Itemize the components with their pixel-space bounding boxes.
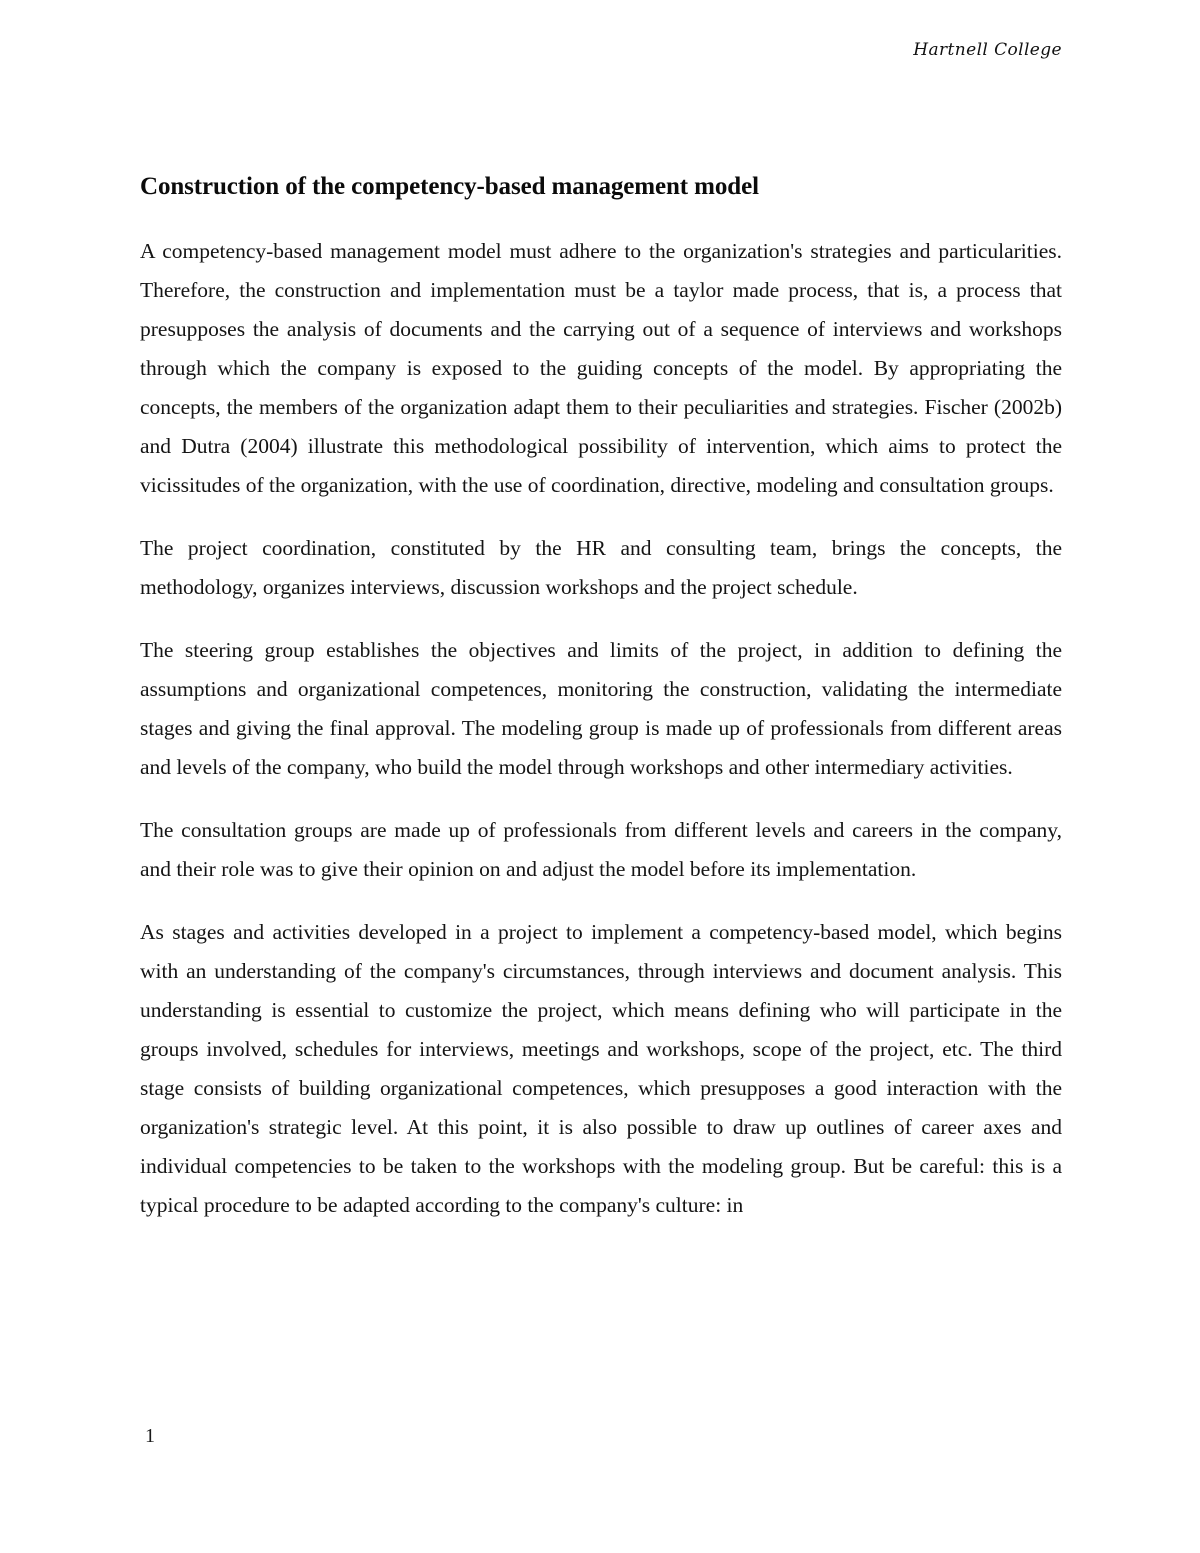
- document-body: [140, 170, 1062, 1225]
- body-paragraph-4: The consultation groups are made up of professionals from different levels and careers in the company, and their role was to give their opinion on and adjust the model before its implementation.: [140, 818, 1062, 881]
- page-running-footer: [145, 1424, 345, 1448]
- page-running-header: [140, 40, 1062, 60]
- body-paragraph-5: As stages and activities developed in a project to implement a competency-based model, which begins with an understanding of the company's circumstances, through interviews and document analysis. This understanding is essential to customize the project, which means defining who will participate in the groups involved, schedules for interviews, meetings and workshops, scope of the project, etc. The third stage consists of building organizational competences, which presupposes a good interaction with the organization's strategic level. At this point, it is also possible to draw up outlines of career axes and individual competencies to be taken to the workshops with the modeling group. But be careful: this is a typical procedure to be adapted according to the company's culture: in: [140, 920, 1062, 1217]
- body-paragraph-2: The project coordination, constituted by the HR and consulting team, brings the concepts, the methodology, organizes interviews, discussion workshops and the project schedule.: [140, 536, 1062, 599]
- page-number: 1: [145, 1425, 155, 1447]
- body-paragraph-3: The steering group establishes the objectives and limits of the project, in addition to defining the assumptions and organizational competences, monitoring the construction, validating the intermediate stages and giving the final approval. The modeling group is made up of professionals from different areas and levels of the company, who build the model through workshops and other intermediary activities.: [140, 638, 1062, 779]
- page-title: Construction of the competency-based management model: [140, 173, 759, 200]
- body-paragraph-1: A competency-based management model must adhere to the organization's strategies and particularities. Therefore, the construction and implementation must be a taylor made process, that is, a process that presupposes the analysis of documents and the carrying out of a sequence of interviews and workshops through which the company is exposed to the guiding concepts of the model. By appropriating the concepts, the members of the organization adapt them to their peculiarities and strategies. Fischer (2002b) and Dutra (2004) illustrate this methodological possibility of intervention, which aims to protect the vicissitudes of the organization, with the use of coordination, directive, modeling and consultation groups.: [140, 239, 1062, 497]
- header-institution-name: Hartnell College: [913, 40, 1062, 60]
